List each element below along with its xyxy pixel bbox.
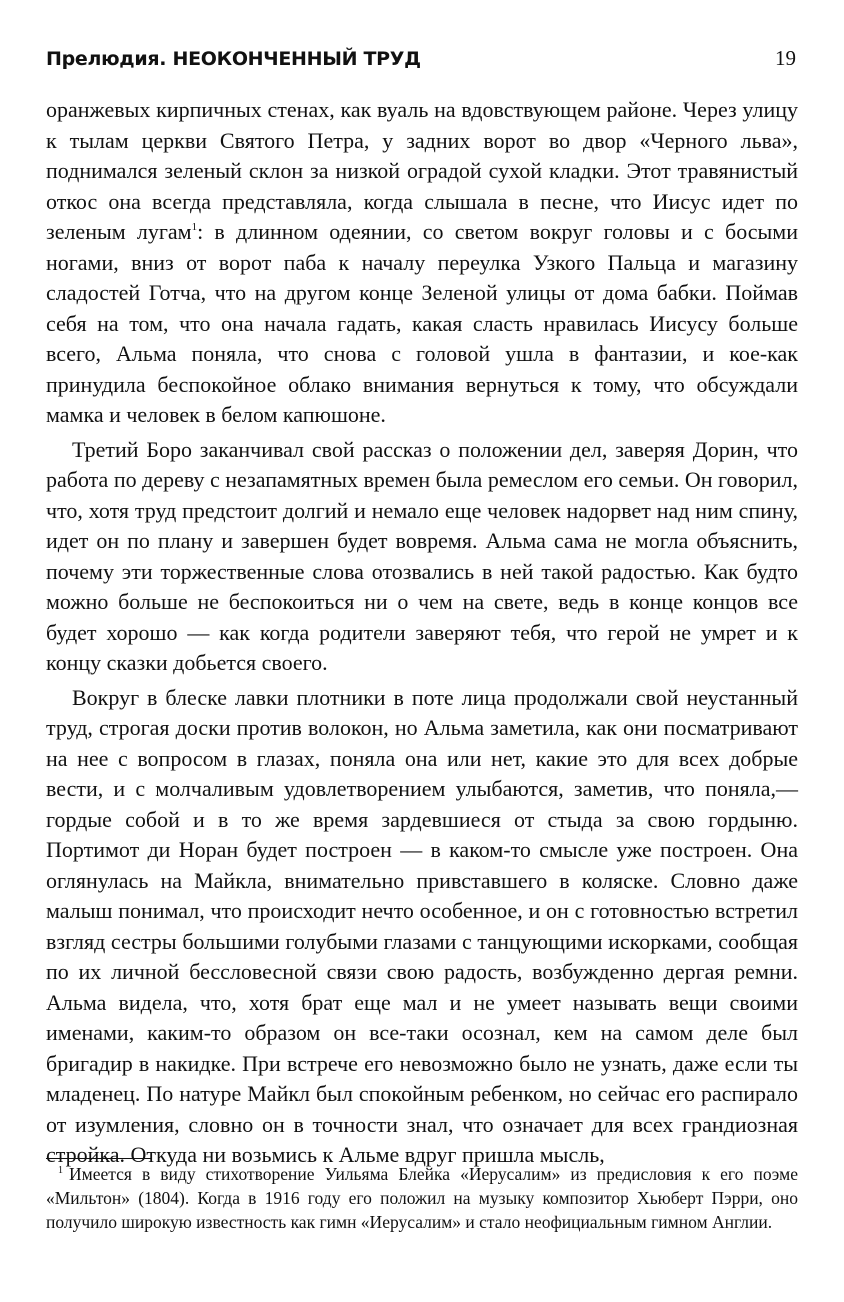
paragraph-1-text-b: : в длинном одеянии, со светом вокруг головы и с босыми ногами, вниз от ворот паба к началу переулка Узкого Пальца и магазину сладостей Готча, что на другом конце Зеленой улицы от дома бабки. Поймав себя на том, что она начала гадать, какая сласть нравилась Иисусу больше всего, Альма поняла, что снова с головой ушла в фантазии, и кое-как принудила беспокойное облако внимания вернуться к тому, что обсуждали мамка и человек в белом капюшоне. [46, 219, 798, 427]
paragraph-2: Третий Боро заканчивал свой рассказ о положении дел, заверяя Дорин, что работа по дереву с незапамятных времен была ремеслом его семьи. Он говорил, что, хотя труд предстоит долгий и немало еще человек надорвет над ним спину, идет он по плану и завершен будет вовремя. Альма сама не могла объяснить, почему эти торжественные слова отозвались в ней такой радостью. Как будто можно больше не беспокоиться ни о чем на свете, ведь в конце концов все будет хорошо — как когда родители заверяют тебя, что герой не умрет и к концу сказки добьется своего. [46, 436, 798, 675]
paragraph-1-text-a: оранжевых кирпичных стенах, как вуаль на вдовствующем районе. Через улицу к тылам церкви Святого Петра, у задних ворот во двор «Черного льва», поднимался зеленый склон за низкой оградой сухой кладки. Этот травянистый откос она всегда представляла, когда слышала в песне, что Иисус идет по зеленым лугам [46, 97, 798, 244]
footnote-text: Имеется в виду стихотворение Уильяма Блейка «Иерусалим» из предисловия к его поэме «Мильтон» (1804). Когда в 1916 году его положил на музыку композитор Хьюберт Пэрри, оно получило широкую известность как гимн «Иерусалим» и стало неофициальным гимном Англии. [46, 1164, 798, 1232]
paragraph-1 [46, 95, 798, 431]
body-text [46, 95, 798, 1171]
paragraph-3: Вокруг в блеске лавки плотники в поте лица продолжали свой неустанный труд, строгая доски против волокон, но Альма заметила, как они посматривают на нее с вопросом в глазах, поняла она или нет, какие это для всех добрые вести, и с молчаливым удовлетворением улыбаются, заметив, что поняла,— гордые собой и в то же время зардевшиеся от стыда за свою гордыню. Портимот ди Норан будет построен — в каком-то смысле уже построен. Она оглянулась на Майкла, внимательно привставшего в коляске. Словно даже малыш понимал, что происходит нечто особенное, и он с готовностью встретил взгляд сестры большими голубыми глазами с танцующими искорками, сообщая по их личной бессловесной связи свою радость, возбужденно дергая ремни. Альма видела, что, хотя брат еще мал и не умеет называть вещи своими именами, каким-то образом он все-таки осознал, кем на самом деле был бригадир в накидке. При встрече его невозможно было не узнать, даже если ты младенец. По натуре Майкл был спокойным ребенком, но сейчас его распирало от изумления, словно он в точности знал, что означает для всех грандиозная стройка. Откуда ни возьмись к Альме вдруг пришла мысль, [46, 684, 798, 1167]
running-title: Прелюдия. НЕОКОНЧЕННЫЙ ТРУД [46, 48, 421, 70]
footnote [46, 1162, 798, 1234]
footnote-reference: 1 [191, 221, 198, 233]
footnote-divider [46, 1158, 152, 1159]
running-header [46, 46, 796, 72]
footnote-marker: 1 [58, 1165, 63, 1176]
page-number: 19 [775, 46, 796, 70]
